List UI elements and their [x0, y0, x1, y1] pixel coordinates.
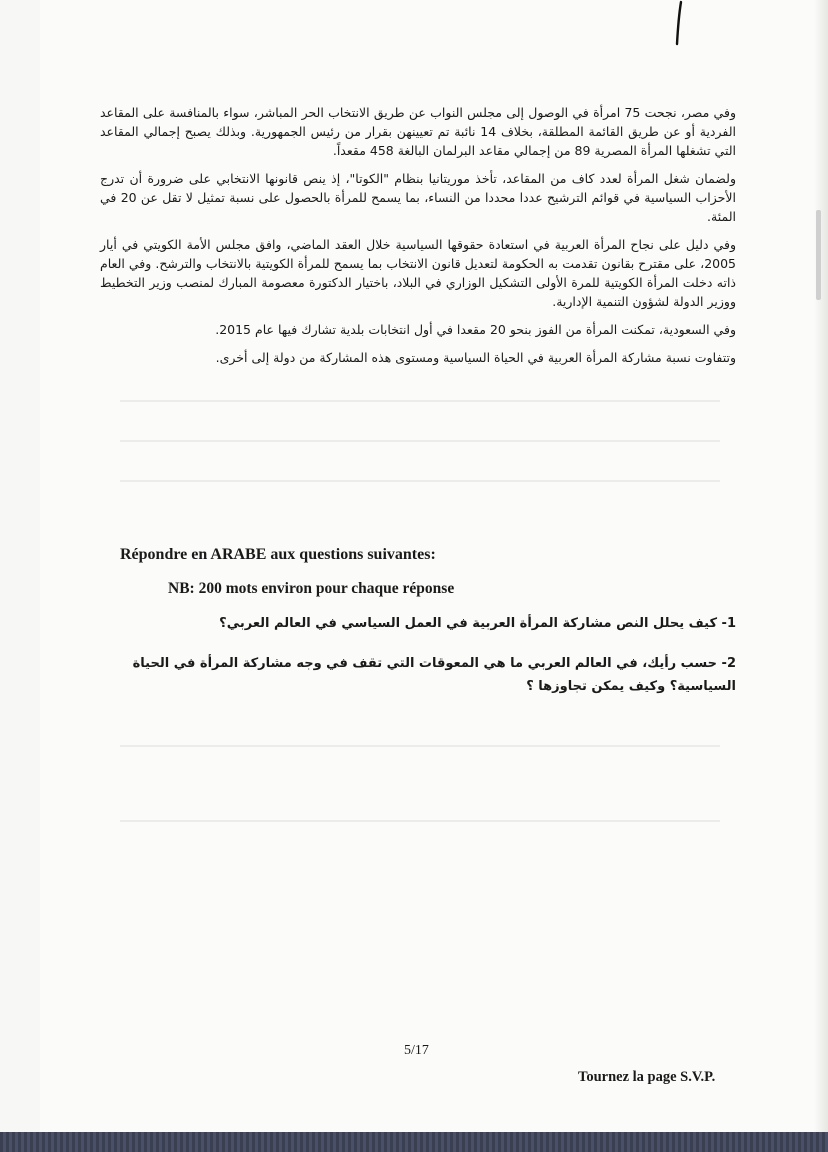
- paragraph-mauritania: ولضمان شغل المرأة لعدد كاف من المقاعد، تأخذ موريتانيا بنظام "الكوتا"، إذ ينص قانونها الانتخابي على ضرورة أن تدرج الأحزاب السياسية في قوائم الترشيح عددا محددا من النساء، بما يسمح للمرأة بالحصول على نسبة تمثيل لا تقل عن 20 في المئة.: [100, 171, 736, 224]
- bleed-through-line: [120, 400, 720, 402]
- bleed-through-line: [120, 440, 720, 442]
- bleed-through-line: [120, 480, 720, 482]
- paragraph-kuwait: وفي دليل على نجاح المرأة العربية في استعادة حقوقها السياسية خلال العقد الماضي، وافق مجلس الأمة الكويتي في أيار 2005، على مقترح بقانون تقدمت به الحكومة لتعديل قانون الانتخاب بما يسمح للمرأة الكويتية بالانتخاب والترشح. وفي العام ذاته دخلت المرأة الكويتية للمرة الأولى التشكيل الوزاري في البلاد، باختيار الدكتورة معصومة المبارك لمنصب وزير التخطيط ووزير الدولة لشؤون التنمية الإدارية.: [100, 237, 736, 309]
- turn-page-note: Tournez la page S.V.P.: [578, 1069, 716, 1085]
- paragraph-egypt: وفي مصر، نجحت 75 امرأة في الوصول إلى مجلس النواب عن طريق الانتخاب الحر المباشر، سواء بالمنافسة على المقاعد الفردية أو عن طريق القائمة المطلقة، بخلاف 14 نائبة تم تعيينهن بقرار من رئيس الجمهورية. وبذلك يصبح إجمالي المقاعد التي تشغلها المرأة المصرية 89 من إجمالي مقاعد البرلمان البالغة 458 مقعداً.: [100, 105, 736, 158]
- pen-stroke-mark: [672, 0, 686, 48]
- word-count-note: NB: 200 mots environ pour chaque réponse: [168, 580, 455, 597]
- arabic-text-block: [100, 103, 736, 376]
- bleed-through-line: [120, 745, 720, 747]
- question-1: 1- كيف يحلل النص مشاركة المرأة العربية في العمل السياسي في العالم العربي؟: [219, 616, 736, 631]
- page-number: 5/17: [404, 1043, 429, 1058]
- instruction-heading: Répondre en ARABE aux questions suivantes:: [120, 546, 436, 563]
- paragraph-saudi: وفي السعودية، تمكنت المرأة من الفوز بنحو 20 مقعدا في أول انتخابات بلدية تشارك فيها عام 2015.: [215, 322, 736, 337]
- paragraph-conclusion: وتتفاوت نسبة مشاركة المرأة العربية في الحياة السياسية ومستوى هذه المشاركة من دولة إلى أخرى.: [215, 350, 736, 365]
- bleed-through-line: [120, 820, 720, 822]
- margin-mark: [816, 210, 821, 300]
- background-surface: [0, 1132, 828, 1152]
- question-2: 2- حسب رأيك، في العالم العربي ما هي المعوقات التي تقف في وجه مشاركة المرأة في الحياة السياسية؟ وكيف يمكن تجاوزها ؟: [132, 656, 736, 694]
- page-edge-shadow: [814, 0, 828, 1132]
